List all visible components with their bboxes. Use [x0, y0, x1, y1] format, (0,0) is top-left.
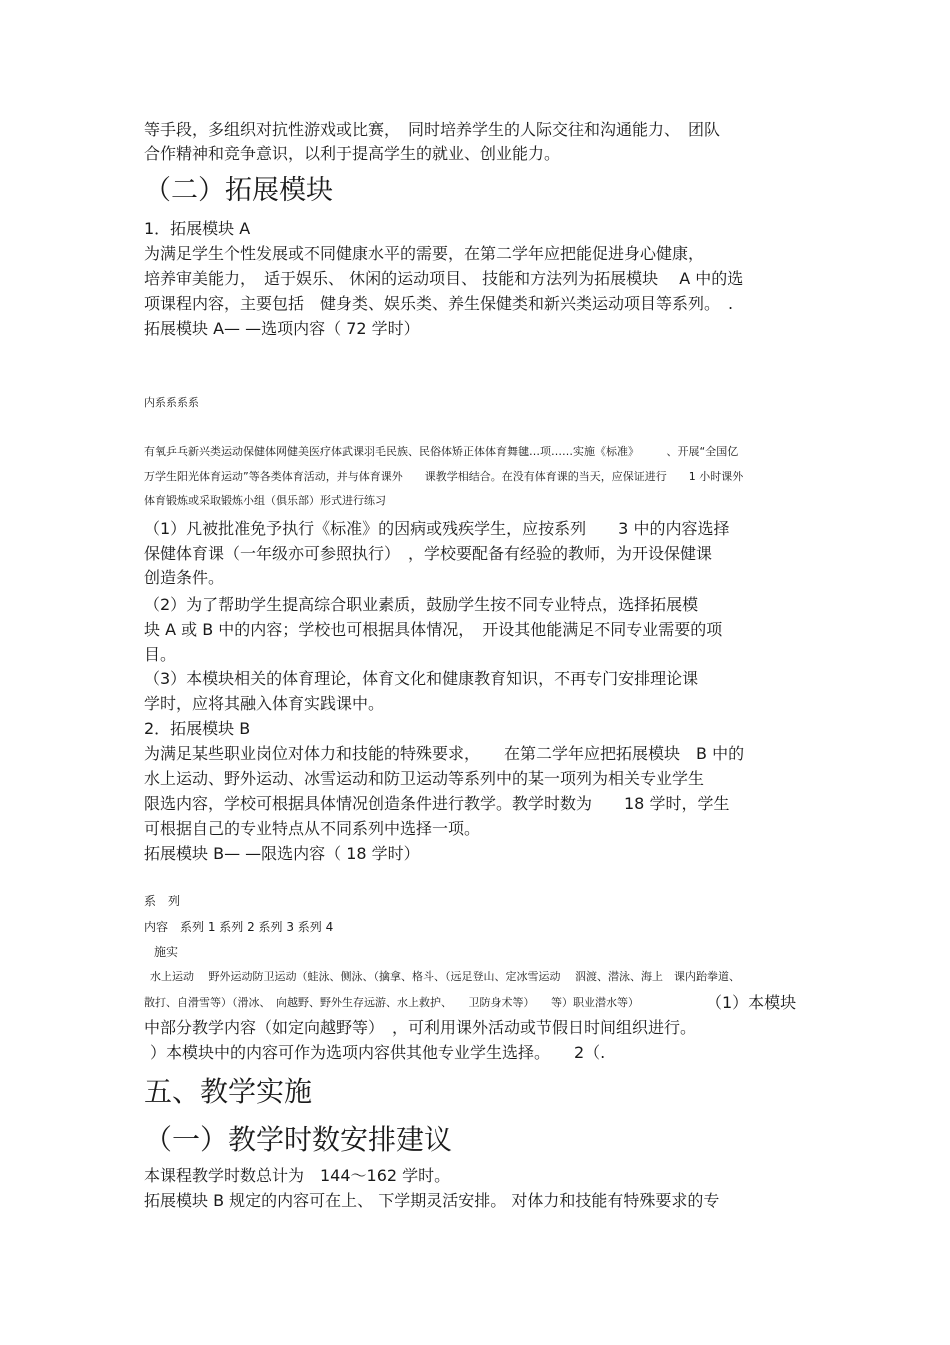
paragraph-line: 为满足学生个性发展或不同健康水平的需要，在第二学年应把能促进身心健康， — [144, 244, 705, 263]
table-fragment: 散打、自滑雪等）（滑冰、 向越野、野外生存远游、水上救护、 卫防身术等） 等）职业潜水等） — [144, 996, 639, 1009]
paragraph-line: 中部分教学内容（如定向越野等） ，可利用课外活动或节假日时间组织进行。 — [144, 1018, 697, 1037]
table-fragment: 内系系系系 — [144, 396, 199, 409]
paragraph-line: 限选内容，学校可根据具体情况创造条件进行教学。教学时数为 18 学时，学生 — [144, 794, 730, 813]
table-fragment: 内容 系列 1 系列 2 系列 3 系列 4 — [144, 920, 334, 934]
chapter-heading: 五、教学实施 — [144, 1075, 313, 1108]
paragraph-line: 为满足某些职业岗位对体力和技能的特殊要求， 在第二学年应把拓展模块 B 中的 — [144, 744, 745, 763]
paragraph-line: 水上运动、野外运动、冰雪运动和防卫运动等系列中的某一项列为相关专业学生 — [144, 769, 705, 788]
paragraph-line: 拓展模块 B— —限选内容（ 18 学时） — [144, 844, 420, 863]
paragraph-line: （1）凡被批准免予执行《标准》的因病或残疾学生，应按系列 3 中的内容选择 — [144, 519, 730, 538]
paragraph-line: 项课程内容，主要包括 健身类、娱乐类、养生保健类和新兴类运动项目等系列。 . — [144, 294, 734, 313]
paragraph-line: 培养审美能力， 适于娱乐、 休闲的运动项目、 技能和方法列为拓展模块 A 中的选 — [144, 269, 744, 288]
subsection-heading: 2．拓展模块 B — [144, 719, 251, 738]
table-fragment: 体育锻炼或采取锻炼小组（俱乐部）形式进行练习 — [144, 494, 386, 507]
table-fragment: 万学生阳光体育运动”等各类体育活动，并与体育课外 课教学相结合。在没有体育课的当天，应保证进行 1 小时课外 — [144, 470, 744, 483]
table-fragment: 系 列 — [144, 894, 181, 908]
paragraph-line: 拓展模块 B 规定的内容可在上、 下学期灵活安排。 对体力和技能有特殊要求的专 — [144, 1191, 720, 1210]
subsection-heading: 1．拓展模块 A — [144, 219, 251, 238]
paragraph-line: 本课程教学时数总计为 144～162 学时。 — [144, 1166, 451, 1185]
paragraph-line: （1）本模块 — [706, 993, 797, 1012]
table-fragment: 水上运动 野外运动防卫运动（蛙泳、侧泳、（擒拿、格斗、（远足登山、定冰雪运动 泅渡、潜泳、海上 课内跆拳道、 — [150, 970, 740, 983]
paragraph-line: （3）本模块相关的体育理论，体育文化和健康教育知识，不再专门安排理论课 — [144, 669, 699, 688]
paragraph-line: 学时，应将其融入体育实践课中。 — [144, 694, 385, 713]
paragraph-line: 合作精神和竞争意识，以利于提高学生的就业、创业能力。 — [144, 144, 561, 163]
section-heading: （一）教学时数安排建议 — [144, 1123, 453, 1156]
table-fragment: 施实 — [154, 945, 179, 959]
paragraph-line: ）本模块中的内容可作为选项内容供其他专业学生选择。 2（. — [150, 1043, 606, 1062]
table-fragment: 有氧乒乓新兴类运动保健体网健美医疗体武课羽毛民族、民俗体矫正体体育舞毽…项……实施《标准》 、开展“全国亿 — [144, 445, 739, 458]
paragraph-line: 目。 — [144, 645, 177, 664]
paragraph-line: 拓展模块 A— —选项内容（ 72 学时） — [144, 319, 420, 338]
section-heading: （二）拓展模块 — [144, 175, 333, 206]
paragraph-line: 等手段，多组织对抗性游戏或比赛， 同时培养学生的人际交往和沟通能力、 团队 — [144, 120, 721, 139]
paragraph-line: （2）为了帮助学生提高综合职业素质，鼓励学生按不同专业特点，选择拓展模 — [144, 595, 699, 614]
paragraph-line: 可根据自己的专业特点从不同系列中选择一项。 — [144, 819, 481, 838]
paragraph-line: 创造条件。 — [144, 568, 225, 587]
paragraph-line: 保健体育课（一年级亦可参照执行） ，学校要配备有经验的教师，为开设保健课 — [144, 544, 713, 563]
paragraph-line: 块 A 或 B 中的内容；学校也可根据具体情况， 开设其他能满足不同专业需要的项 — [144, 620, 723, 639]
